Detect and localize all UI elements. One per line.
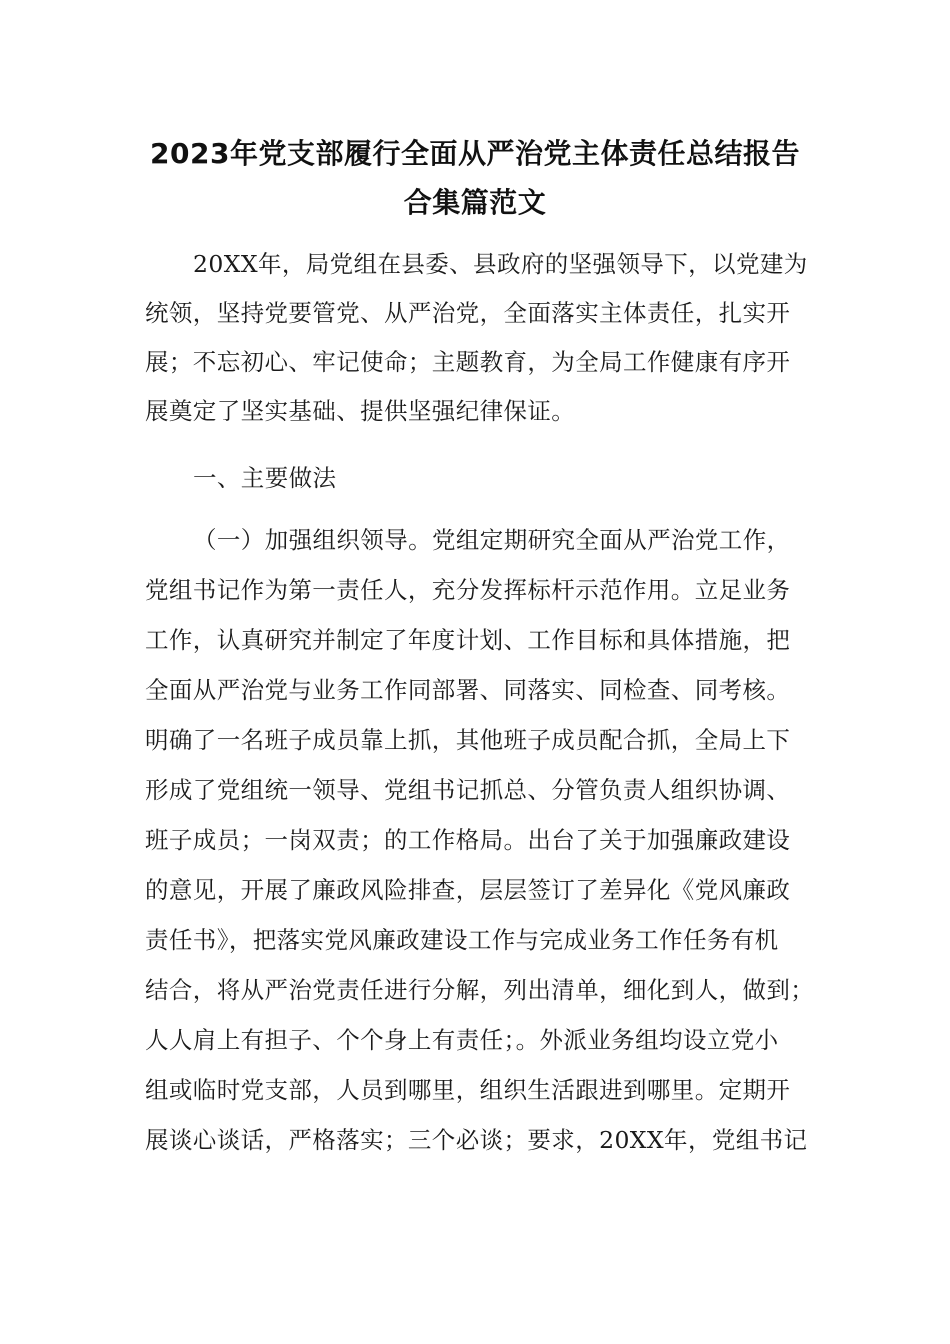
- subsection-paragraph-line: 展谈心谈话，严格落实；三个必谈；要求，20XX年，党组书记: [145, 1126, 808, 1154]
- subsection-paragraph-line: 党组书记作为第一责任人，充分发挥标杆示范作用。立足业务: [145, 576, 791, 604]
- subsection-paragraph-line: 形成了党组统一领导、党组书记抓总、分管负责人组织协调、: [145, 776, 791, 804]
- subsection-paragraph-line: 人人肩上有担子、个个身上有责任；。外派业务组均设立党小: [145, 1026, 779, 1054]
- subsection-paragraph-line: （一）加强组织领导。党组定期研究全面从严治党工作，: [193, 526, 791, 554]
- document-title-line-1: 2023年党支部履行全面从严治党主体责任总结报告: [150, 137, 800, 170]
- subsection-paragraph-line: 组或临时党支部，人员到哪里，组织生活跟进到哪里。定期开: [145, 1076, 791, 1104]
- section-heading: 一、主要做法: [193, 464, 337, 492]
- subsection-paragraph-line: 工作，认真研究并制定了年度计划、工作目标和具体措施，把: [145, 626, 791, 654]
- subsection-paragraph-line: 结合，将从严治党责任进行分解，列出清单，细化到人，做到；: [145, 976, 815, 1004]
- subsection-paragraph-line: 全面从严治党与业务工作同部署、同落实、同检查、同考核。: [145, 676, 791, 704]
- subsection-paragraph-line: 班子成员；一岗双责；的工作格局。出台了关于加强廉政建设: [145, 826, 791, 854]
- subsection-paragraph-line: 明确了一名班子成员靠上抓，其他班子成员配合抓，全局上下: [145, 726, 791, 754]
- subsection-paragraph-line: 责任书》，把落实党风廉政建设工作与完成业务工作任务有机: [145, 926, 779, 954]
- document-title-line-2: 合集篇范文: [403, 186, 547, 219]
- intro-paragraph-line: 展；不忘初心、牢记使命；主题教育，为全局工作健康有序开: [145, 348, 791, 376]
- intro-paragraph-line: 统领，坚持党要管党、从严治党，全面落实主体责任，扎实开: [145, 299, 791, 327]
- subsection-paragraph-line: 的意见，开展了廉政风险排查，层层签订了差异化《党风廉政: [145, 876, 791, 904]
- intro-paragraph-line: 20XX年，局党组在县委、县政府的坚强领导下，以党建为: [193, 250, 808, 278]
- intro-paragraph-line: 展奠定了坚实基础、提供坚强纪律保证。: [145, 397, 576, 425]
